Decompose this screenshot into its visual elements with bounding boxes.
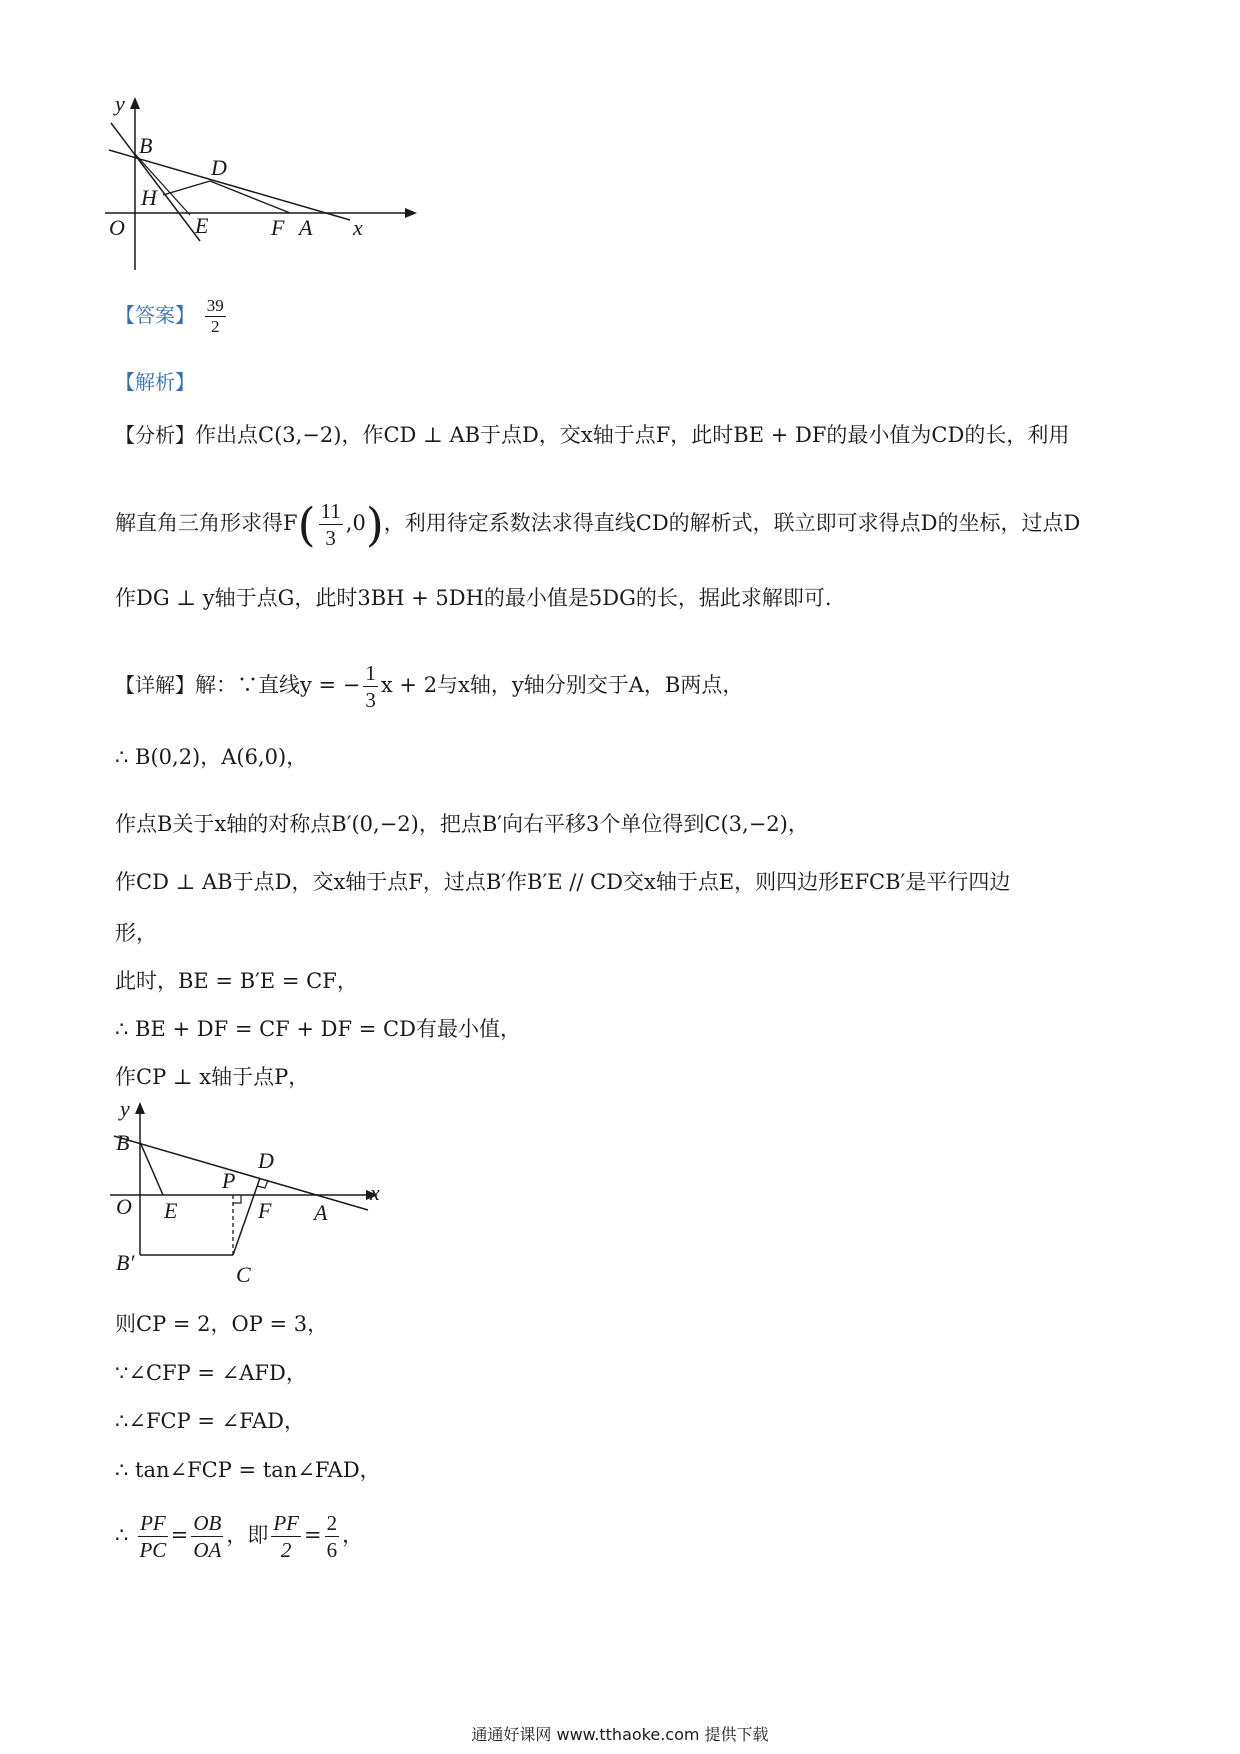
step-line-1 [115,1309,328,1339]
fraction-ob-oa [191,1510,223,1563]
step-text-4: ∴ tan∠FCP = tan∠FAD， [115,1458,381,1482]
detail-text-1a: 解：∵直线y = − [195,673,361,697]
segment-hd [163,181,210,195]
right-angle-p [233,1195,241,1203]
fenxi-text-3: 作DG ⊥ y轴于点G，此时3BH + 5DH的最小值是5DG的长，据此求解即可. [115,586,832,610]
label-o: O [116,1194,132,1219]
label-b: B [139,133,153,158]
y-axis-arrow [130,97,140,109]
slope-denominator: 3 [365,688,376,712]
fenxi-numerator: 11 [320,499,341,523]
answer-line [115,296,229,337]
step-line-4 [115,1455,381,1485]
detail-line-7 [115,1014,521,1044]
fraction-2-6 [325,1510,340,1563]
label-d: D [211,155,227,180]
detail-text-8: 作CP ⊥ x轴于点P， [115,1065,310,1089]
fenxi-fraction [319,498,343,551]
fraction-denominator: 2 [280,1538,292,1562]
label-a: A [299,215,313,240]
answer-denominator: 2 [210,317,220,336]
fraction-numerator: PF [273,1511,299,1535]
fenxi-tag: 【分析】 [115,423,195,447]
detail-text-7: ∴ BE + DF = CF + DF = CD有最小值， [115,1017,521,1041]
detail-line-1 [115,660,743,713]
slope-numerator: 1 [365,661,376,685]
step-mid-text: ，即 [226,1523,269,1547]
label-c: C [236,1262,251,1287]
step-line-5 [115,1510,363,1563]
analysis-tag: 【解析】 [115,370,195,394]
detail-tag: 【详解】 [115,673,195,697]
step-line-2 [115,1358,307,1388]
label-x: x [353,215,363,240]
fraction-numerator: 2 [326,1511,338,1535]
fenxi-text-2b: ，利用待定系数法求得直线CD的解析式，联立即可求得点D的坐标，过点D [383,511,1081,535]
x-axis-arrow [405,208,417,218]
detail-line-6 [115,966,358,996]
label-a: A [314,1200,328,1225]
fraction-numerator: OB [193,1511,222,1535]
fenxi-denominator: 3 [325,526,336,550]
y-axis-arrow [135,1102,145,1114]
label-y: y [120,1100,130,1121]
fraction-numerator: PF [140,1511,166,1535]
label-e: E [195,213,209,238]
fraction-pf-2 [271,1510,301,1563]
fenxi-zero: ,0 [345,511,366,535]
figure-2-diagram [110,1100,400,1290]
fenxi-text-1: 作出点C(3,−2)，作CD ⊥ AB于点D，交x轴于点F，此时BE + DF的最小值为CD的长，利用 [195,423,1070,447]
step-text-1: 则CP = 2，OP = 3， [115,1312,329,1336]
label-f: F [258,1198,272,1223]
detail-text-3: 作点B关于x轴的对称点B′(0,−2)，把点B′向右平移3个单位得到C(3,−2)， [115,812,809,836]
detail-line-4 [115,867,1010,897]
label-o: O [109,215,125,240]
label-x: x [370,1180,380,1205]
fraction-denominator: 6 [326,1538,338,1562]
analysis-heading [115,367,195,397]
label-h: H [141,185,157,210]
detail-line-5 [115,918,157,948]
label-d: D [258,1148,274,1173]
fenxi-text-2a: 解直角三角形求得F [115,511,298,535]
label-b: B [116,1130,130,1155]
fraction-denominator: PC [139,1538,167,1562]
figure-1-diagram [105,95,425,275]
fraction-pf-pc [138,1510,168,1563]
fraction-denominator: OA [193,1538,222,1562]
therefore-symbol: ∴ [115,1523,129,1547]
detail-text-2: ∴ B(0,2)，A(6,0)， [115,745,308,769]
answer-tag: 【答案】 [115,303,195,327]
fenxi-line-3 [115,583,832,613]
detail-text-5: 形， [115,921,157,945]
label-p: P [222,1168,236,1193]
detail-text-1b: x + 2与x轴，y轴分别交于A，B两点， [380,673,744,697]
label-f: F [271,215,285,240]
detail-line-3 [115,809,809,839]
slope-fraction [363,660,378,713]
step-text-3: ∴∠FCP = ∠FAD， [115,1409,306,1433]
answer-fraction [205,296,226,337]
label-e: E [164,1198,178,1223]
detail-line-2 [115,742,307,772]
detail-line-8 [115,1062,309,1092]
answer-numerator: 39 [206,296,224,315]
step-end: ， [342,1523,364,1547]
fenxi-line-2 [115,498,1080,551]
detail-text-6: 此时，BE = B′E = CF， [115,969,358,993]
label-b-prime: B′ [116,1250,135,1275]
step-text-2: ∵∠CFP = ∠AFD， [115,1361,307,1385]
paren-close: ) [365,497,384,552]
paren-open: ( [297,497,316,552]
detail-text-4: 作CD ⊥ AB于点D，交x轴于点F，过点B′作B′E // CD交x轴于点E，则四边形EFCB′是平行四边 [115,870,1011,894]
equals: = [303,1523,322,1547]
step-line-3 [115,1406,305,1436]
label-y: y [115,95,125,116]
segment-cd [233,1178,260,1255]
equals: = [170,1523,189,1547]
fenxi-line-1 [115,420,1069,450]
footer: 通通好课网 www.tthaoke.com 提供下载 [471,1725,769,1744]
segment-df [210,181,290,213]
